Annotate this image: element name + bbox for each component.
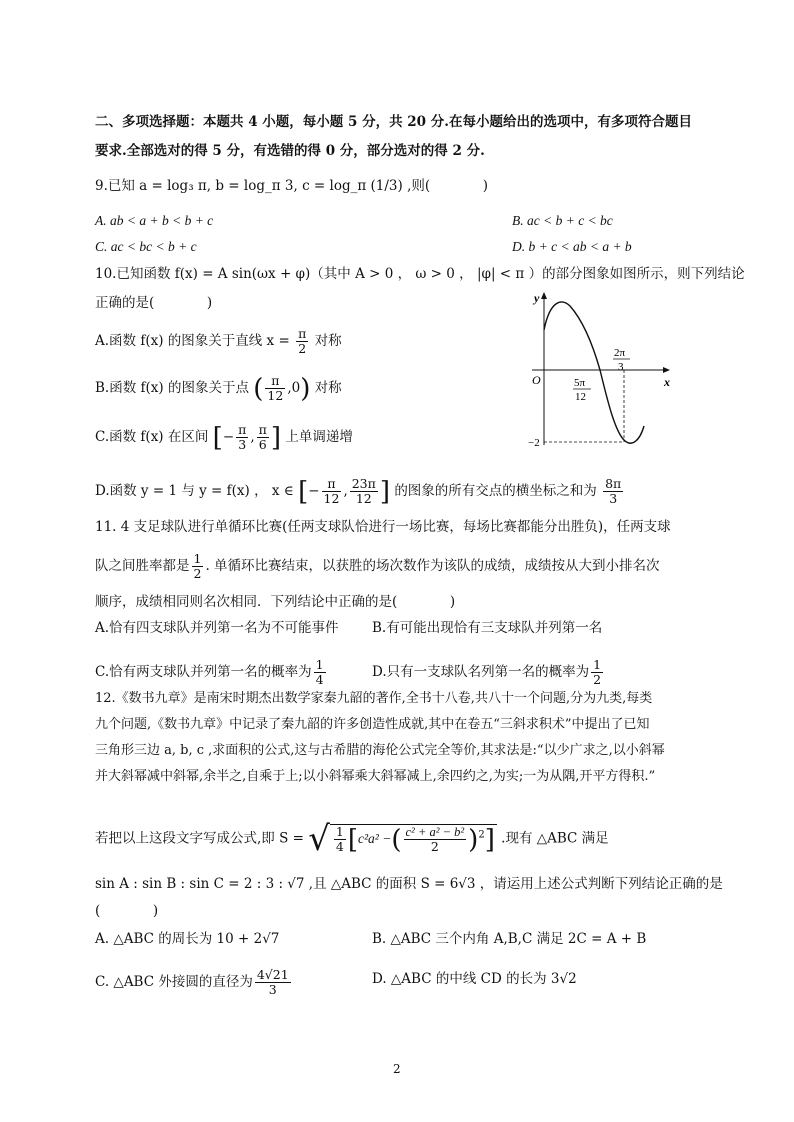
q10-option-d: D.函数 y = 1 与 y = f(x) ， x ∈ [− $\frac{\pi}{12}$ , $\frac{23\pi}{12}$ ] 的图象的所有交点的横坐标之和为 $\frac{8\pi}{3}$ [95,476,622,507]
q12-line4: 并大斜幂减中斜幂,余半之,自乘于上;以小斜幂乘大斜幂减上,余四约之,为实;一为从隅,开平方得积.” [95,769,656,784]
q10-c-frac-b [257,423,269,452]
q11-d-frac [591,658,603,687]
q12-inner-den: 2 [430,839,439,854]
q11-d-den: 2 [593,672,602,687]
q11-c-frac [314,658,326,687]
q9-stem-end: ) [482,178,489,194]
q12-c2a2: c²a² − [358,831,392,846]
q10-stem-line2 [95,294,212,312]
q10-d-lbracket: [ [298,476,309,507]
q10-stem2-end: ) [206,295,213,311]
graph-tick-5pi-num: 5π [574,377,586,389]
q10-d-ans-den: 3 [609,491,618,506]
q10-b-post: ,0 [287,380,301,396]
q10-b-end: 对称 [314,380,342,396]
q12-formula-post: .现有 △ABC 满足 [501,830,609,847]
q10-a-den: 2 [298,341,307,356]
q12-c-den: 3 [268,982,277,997]
q9-stem [95,177,488,195]
q12-line2: 九个问题,《数书九章》中记录了秦九韶的许多创造性成就,其中在卷五“三斜求积术”中提出了已知 [95,717,650,732]
q10-option-b [95,374,342,403]
q11-line2-pre: 队之间胜率都是 [95,558,190,574]
graph-origin-label: O [532,373,541,387]
section-header-line1: 二、多项选择题：本题共 4 小题，每小题 5 分，共 20 分.在每小题给出的选项中，有多项符合题目 [95,114,692,130]
q12-rbracket: ] [484,824,495,855]
q12-line7-close: ) [152,903,159,919]
q10-d-frac-a [322,477,342,506]
q10-d-pre: D.函数 y = 1 与 y = f(x) ， x ∈ [95,483,294,499]
q12-line5 [95,819,609,859]
q9-option-d: D. b + c < ab < a + b [512,239,632,254]
q11-option-a: A.恰有四支球队并列第一名为不可能事件 [95,620,339,636]
q11-c-den: 4 [315,672,324,687]
q10-option-a [95,327,342,356]
q12-line7-open: ( [95,903,101,919]
graph-tick-5pi-den: 12 [575,391,586,403]
q11-half-num: 1 [193,551,202,566]
graph-tick-2pi-den: 3 [618,361,624,373]
graph-tick-2pi-num: 2π [614,347,626,359]
q10-d-b-den: 12 [355,491,372,506]
q11-half-frac [192,552,204,581]
q11-line1: 11. 4 支足球队进行单循环比赛(任两支球队恰进行一场比赛，每场比赛都能分出胜负)，任两支球 [95,519,671,535]
q10-b-rparen: ) [300,373,311,404]
q10-c-post: 上单调递增 [285,429,353,445]
q12-c-num: 4√21 [256,967,289,982]
q12-option-a: A. △ABC 的周长为 10 + 2√7 [95,931,280,947]
q12-lparen: ( [391,824,402,855]
q11-line2-post: . 单循环比赛结束，以获胜的场次数作为该队的成绩，成绩按从大到小排名次 [205,558,660,574]
q10-d-mid: 的图象的所有交点的横坐标之和为 [394,483,597,499]
q11-line3 [95,593,455,611]
q12-c-pre: C. △ABC 外接圆的直径为 [95,974,253,990]
q11-half-den: 2 [193,566,202,581]
page-number: 2 [393,1062,401,1076]
q9-option-c: C. ac < bc < b + c [95,239,197,254]
q10-a-post: 对称 [314,333,342,349]
q12-inner-frac [404,825,467,854]
graph-x-arrow [663,367,670,373]
q12-lbracket: [ [347,824,359,855]
q10-b-frac [265,374,285,403]
q11-option-c [95,658,328,687]
q10-option-c: C.函数 f(x) 在区间 [− $\frac{\pi}{3}$ , $\frac{\pi}{6}$ ] 上单调递增 [95,422,353,453]
q12-rparen: ) [468,824,479,855]
q10-d-ans-num: 8π [605,476,622,491]
graph-min-label: −2 [528,437,540,449]
section-header-line2: 要求.全部选对的得 5 分，有选错的得 0 分，部分选对的得 2 分. [95,143,485,159]
q10-c-b-den: 6 [258,437,267,452]
q11-c-pre: C.恰有两支球队并列第一名的概率为 [95,664,312,680]
q11-d-pre: D.只有一支球队名列第一名的概率为 [372,664,590,680]
q10-c-pre: C.函数 f(x) 在区间 [95,429,209,445]
q12-square: 2 [478,829,485,841]
graph-x-label: x [664,375,670,389]
q11-option-d [372,658,605,687]
q10-d-a-den: 12 [323,491,340,506]
q12-line3: 三角形三边 a, b, c ,求面积的公式,这与古希腊的海伦公式完全等价,其求法是:“以少广求之,以小斜幂 [95,743,665,758]
q12-formula-pre: 若把以上这段文字写成公式,即 S = [95,830,304,847]
q10-sine-graph [528,290,678,450]
q12-quarter-num: 1 [335,824,344,839]
q11-c-num: 1 [315,657,324,672]
q10-a-frac [296,327,308,356]
q10-d-rbracket: ] [379,476,391,507]
q12-sqrt-sign: √ [308,819,330,859]
q10-d-a-num: π [322,477,342,492]
q10-c-b-num: π [258,422,267,437]
q10-b-pre: B.函数 f(x) 的图象关于点 [95,380,249,396]
q10-b-num: π [265,374,285,389]
q10-a-pre: A.函数 f(x) 的图象关于直线 x = [95,333,290,349]
q12-quarter-den: 4 [335,839,344,854]
q12-line1: 12.《数书九章》是南宋时期杰出数学家秦九韶的著作,全书十八卷,共八十一个问题,分为九类,每类 [95,691,653,706]
q10-b-den: 12 [267,388,284,403]
q10-c-a-den: 3 [238,437,247,452]
q12-option-d: D. △ABC 的中线 CD 的长为 3√2 [372,971,577,987]
q12-quarter-frac [334,825,346,854]
q9-option-a: A. ab < a + b < b + c [95,213,214,228]
q10-c-rbracket: ] [270,422,282,453]
q12-sqrt-body [330,824,497,854]
q12-c-frac [255,968,291,997]
q11-line3-text: 顺序，成绩相同则名次相同．下列结论中正确的是( [95,594,398,610]
q12-line7 [95,902,158,920]
q10-a-num: π [298,326,307,341]
q11-d-num: 1 [593,657,602,672]
q10-c-a-num: π [238,422,247,437]
q12-option-c [95,968,293,997]
q10-d-b-num: 23π [351,476,376,491]
q9-option-b: B. ac < b + c < bc [512,213,613,228]
q10-stem-line1: 10.已知函数 f(x) = A sin(ωx + φ)（其中 A > 0 ， ω > 0 ， |φ| < π ）的部分图象如图所示，则下列结论 [95,266,745,282]
graph-y-label: y [534,291,540,305]
q11-option-b: B.有可能出现恰有三支球队并列第一名 [372,620,603,636]
q10-stem2-text: 正确的是( [95,295,155,311]
q10-c-lbracket: [ [212,422,223,453]
q12-inner-num: c² + a² − b² [405,825,465,839]
q12-line6: sin A : sin B : sin C = 2 : 3 : √7 ,且 △ABC 的面积 S = 6√3 ，请运用上述公式判断下列结论正确的是 [95,876,723,892]
q10-d-frac-ans [603,477,623,506]
q10-d-frac-b [350,477,378,506]
q12-option-b: B. △ABC 三个内角 A,B,C 满足 2C = A + B [372,931,647,947]
q10-b-lparen: ( [253,373,264,404]
graph-y-arrow [541,292,547,299]
q9-stem-text: 9.已知 a = log₃ π, b = log_π 3, c = log_π (1/3) ,则( [95,178,431,194]
q10-c-frac-a [236,423,248,452]
q11-line2 [95,552,660,581]
q11-line3-end: ) [449,594,456,610]
graph-curve [544,302,644,443]
